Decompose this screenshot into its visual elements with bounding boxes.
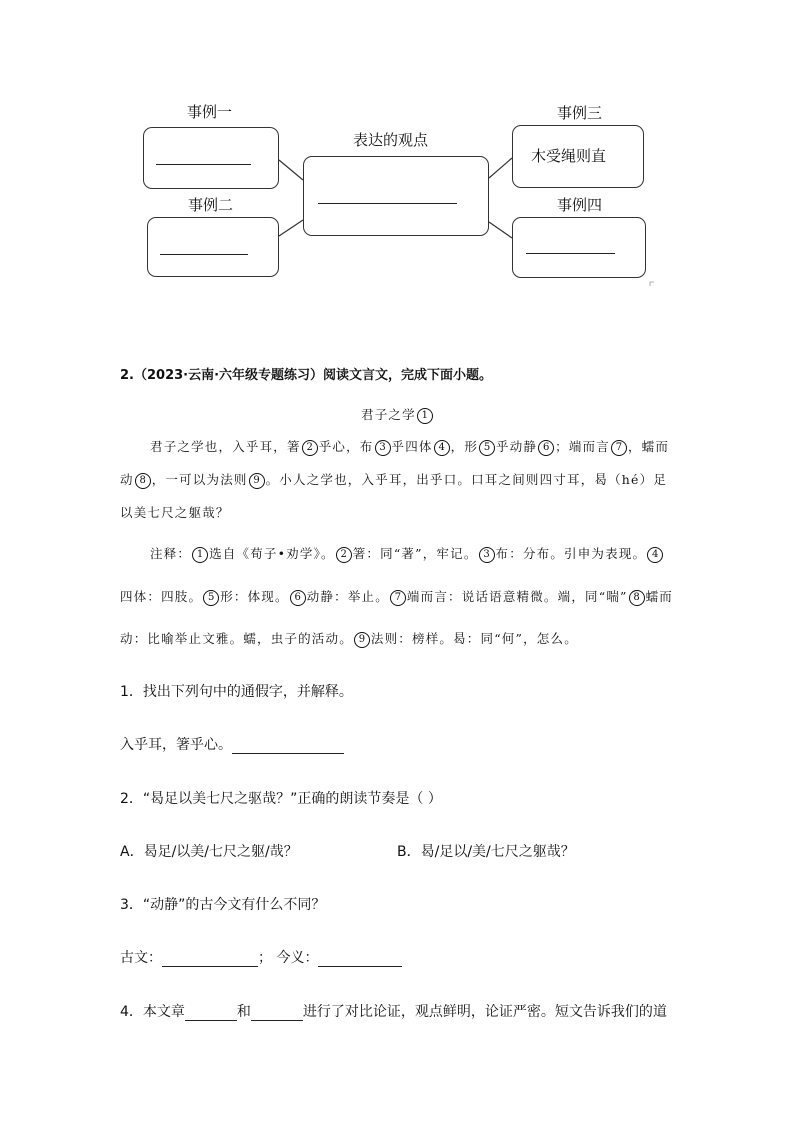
example2-box — [147, 217, 279, 277]
footnote-marker: 5 — [203, 590, 219, 606]
footnote-marker: 1 — [417, 408, 433, 424]
passage-line-3: 以美七尺之躯哉？ — [120, 505, 230, 520]
example4-blank[interactable] — [526, 253, 615, 254]
footnote-marker: 7 — [611, 440, 627, 456]
footnote-marker: 6 — [290, 590, 306, 606]
notes-line-3 — [120, 629, 578, 648]
footnote-marker: 9 — [354, 632, 370, 648]
footnote-marker: 2 — [336, 547, 352, 563]
passage-text: 乎动静 — [496, 439, 538, 454]
ancient-meaning-label: 古文： — [120, 950, 162, 966]
subquestion-1-line — [120, 734, 344, 754]
passage-text: 乎四体 — [391, 439, 433, 454]
example2-blank[interactable] — [160, 254, 248, 255]
example3-box — [512, 125, 644, 188]
notes-label: 注释： — [150, 546, 192, 561]
note-text: 端而言：说话语意精微。端，同“喘” — [406, 589, 628, 604]
passage-text: ，蠕而 — [627, 439, 670, 454]
modern-meaning-blank[interactable] — [318, 950, 402, 967]
passage-text: ；端而言 — [555, 439, 610, 454]
footnote-marker: 3 — [479, 547, 495, 563]
subquestion-1-prompt: 1．找出下列句中的通假字，并解释。 — [120, 684, 353, 700]
passage-text: ，一可以为法则 — [151, 472, 248, 487]
passage-line-2 — [120, 470, 667, 489]
footnote-marker: 1 — [192, 547, 208, 563]
subquestion-3-prompt: 3．“动静”的古今文有什么不同？ — [120, 897, 326, 913]
footnote-marker: 2 — [302, 440, 318, 456]
modern-meaning-label: 今义： — [276, 950, 319, 966]
subquestion-2-option-b[interactable]: B．曷/足以/美/七尺之躯哉？ — [397, 844, 575, 860]
note-text: 动：比喻举止文雅。蠕，虫子的活动。 — [120, 631, 353, 646]
note-text: 法则：榜样。曷：同“何”，怎么。 — [370, 631, 578, 646]
passage-text: ，形 — [450, 439, 479, 454]
subquestion-4-line — [120, 1001, 667, 1021]
passage-text: 乎心，布 — [318, 439, 374, 454]
footnote-marker: 4 — [434, 440, 450, 456]
note-text: 四体：四肢。 — [120, 589, 203, 604]
footnote-marker: 4 — [647, 547, 663, 563]
subquestion-4-text: 进行了对比论证，观点鲜明，论证严密。短文告诉我们的道 — [302, 1004, 667, 1020]
footnote-marker: 8 — [135, 473, 151, 489]
example4-label: 事例四 — [557, 196, 603, 214]
viewpoint-box — [303, 156, 489, 236]
passage-title — [361, 405, 434, 424]
passage-line-1 — [150, 437, 669, 456]
subquestion-4-text: 4．本文章 — [120, 1004, 185, 1020]
example3-label: 事例三 — [557, 104, 603, 122]
note-text: 箸：同“著”，牢记。 — [352, 546, 478, 561]
subquestion-4-text: 和 — [236, 1004, 251, 1020]
passage-text: 。小人之学也，入乎耳，出乎口。口耳之间则四寸耳，曷（hé）足 — [265, 472, 668, 487]
footnote-marker: 7 — [390, 590, 406, 606]
subquestion-4-blank-1[interactable] — [185, 1004, 237, 1021]
note-text: 布：分布。引申为表现。 — [495, 546, 647, 561]
question2-header: 2.（2023·云南·六年级专题练习）阅读文言文，完成下面小题。 — [120, 368, 493, 383]
subquestion-1-answer-blank[interactable] — [232, 737, 344, 754]
notes-line-1 — [150, 544, 664, 563]
footnote-marker: 8 — [629, 590, 645, 606]
note-text: 蠕而 — [645, 589, 674, 604]
viewpoint-blank[interactable] — [318, 203, 457, 204]
center-label: 表达的观点 — [353, 131, 429, 149]
subquestion-4-blank-2[interactable] — [251, 1004, 303, 1021]
example1-blank[interactable] — [156, 164, 251, 165]
subquestion-2-prompt: 2．“曷足以美七尺之驱哉？”正确的朗读节奏是（ ） — [120, 791, 442, 807]
passage-text: 君子之学也，入乎耳，箸 — [150, 439, 301, 454]
example2-label: 事例二 — [188, 196, 234, 214]
passage-title-text: 君子之学 — [361, 407, 416, 422]
example4-box — [512, 217, 646, 278]
notes-line-2 — [120, 587, 673, 606]
note-text: 选自《荀子•劝学》。 — [209, 546, 335, 561]
subquestion-1-sentence: 入乎耳，箸乎心。 — [120, 737, 232, 753]
separator: ； — [258, 950, 272, 966]
example1-box — [143, 127, 279, 189]
footnote-marker: 6 — [538, 440, 554, 456]
footnote-marker: 3 — [375, 440, 391, 456]
example3-content: 木受绳则直 — [531, 147, 607, 165]
footnote-marker: 5 — [479, 440, 495, 456]
ancient-meaning-blank[interactable] — [162, 950, 258, 967]
example1-label: 事例一 — [187, 103, 233, 121]
subquestion-3-line — [120, 947, 402, 967]
subquestion-2-option-a[interactable]: A．曷足/以美/七尺之躯/哉？ — [120, 844, 298, 860]
passage-text: 动 — [120, 472, 134, 487]
note-text: 动静：举止。 — [306, 589, 389, 604]
note-text: 形：体现。 — [220, 589, 289, 604]
footnote-marker: 9 — [249, 473, 265, 489]
